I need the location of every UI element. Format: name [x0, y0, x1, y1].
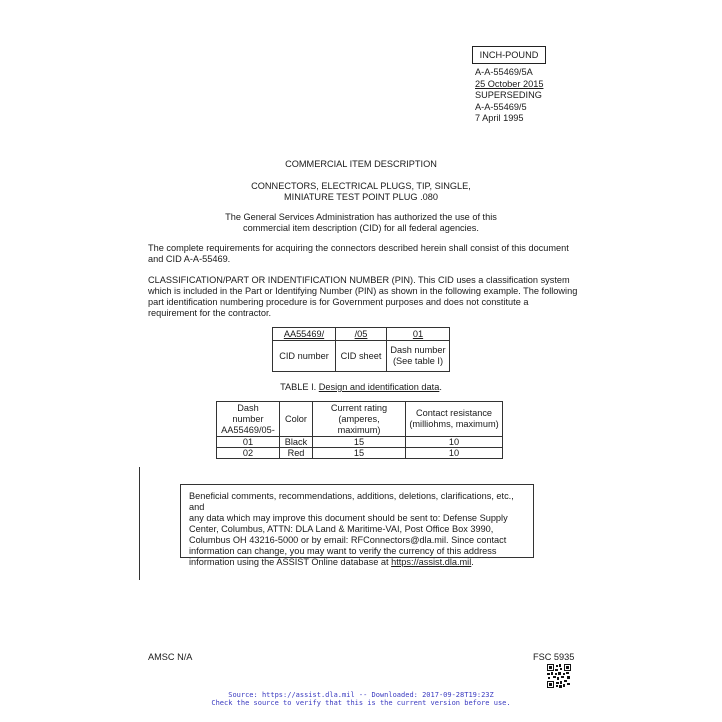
notice-line-1: Beneficial comments, recommendations, additions, deletions, clarifications, etc., and	[189, 491, 514, 512]
pin-code-sheet: /05	[354, 328, 368, 339]
header-current-line-1: Current rating	[330, 402, 388, 413]
comments-notice-box	[180, 484, 534, 567]
document-type-title: COMMERCIAL ITEM DESCRIPTION	[285, 159, 437, 169]
source-footer	[0, 691, 722, 707]
header-dash-line-2: number	[232, 413, 264, 424]
cell-dash: 01	[217, 437, 280, 448]
requirements-paragraph	[148, 243, 578, 265]
pin-label-dash-note: (See table I)	[392, 356, 444, 366]
requirements-line-1: The complete requirements for acquiring the connectors described herein shall consist of this document	[148, 243, 569, 253]
pin-label-dash	[387, 341, 450, 372]
doc-number: A-A-55469/5A	[475, 67, 533, 77]
header-color: Color	[280, 402, 313, 437]
header-current-rating	[313, 402, 406, 437]
notice-line-6	[189, 557, 525, 568]
classification-line-2: which is included in the Part or Identifying Number (PIN) as shown in the following example. The following	[148, 286, 578, 296]
classification-line-1: CLASSIFICATION/PART OR INDENTIFICATION NUMBER (PIN). This CID uses a classification system	[148, 275, 570, 285]
pin-example-table	[272, 327, 450, 372]
cell-resistance: 10	[406, 437, 503, 448]
header-dash-number	[217, 402, 280, 437]
item-title-line-1: CONNECTORS, ELECTRICAL PLUGS, TIP, SINGLE,	[251, 181, 471, 191]
header-dash-line-3: AA55469/05-	[221, 424, 275, 435]
notice-line-6-suffix: .	[471, 557, 474, 567]
table-row	[217, 448, 503, 459]
inch-pound-box: INCH-POUND	[472, 46, 546, 64]
design-data-table	[216, 401, 503, 459]
table-caption-suffix: .	[439, 382, 442, 392]
notice-line-5: information can change, you may want to verify the currency of this address	[189, 546, 497, 556]
pin-label-cid: CID number	[273, 341, 336, 372]
cell-color: Black	[280, 437, 313, 448]
doc-date: 25 October 2015	[475, 78, 544, 89]
previous-doc-number: A-A-55469/5	[475, 101, 527, 112]
pin-cell-sheet-code	[336, 328, 387, 341]
pin-code-dash: 01	[412, 328, 424, 339]
pin-cell-cid-code	[273, 328, 336, 341]
header-contact-line-1: Contact resistance	[415, 408, 493, 418]
fsc-label: FSC 5935	[533, 652, 575, 662]
pin-code-cid: AA55469/	[283, 328, 325, 339]
cell-color: Red	[280, 448, 313, 459]
assist-link[interactable]: https://assist.dla.mil	[391, 557, 472, 567]
document-identifier	[475, 67, 543, 125]
source-line: Source: https://assist.dla.mil -- Downloaded: 2017-09-28T19:23Z	[228, 691, 494, 699]
cell-dash: 02	[217, 448, 280, 459]
change-bar	[139, 467, 140, 580]
header-current-line-2: (amperes, maximum)	[337, 413, 381, 435]
cell-resistance: 10	[406, 448, 503, 459]
requirements-line-2: and CID A-A-55469.	[148, 254, 231, 264]
classification-line-4: requirement for the contractor.	[148, 308, 272, 318]
notice-line-2: any data which may improve this document should be sent to: Defense Supply	[189, 513, 508, 523]
superseding-label: SUPERSEDING	[475, 90, 542, 100]
amsc-label: AMSC N/A	[148, 652, 193, 662]
classification-line-3: part identification numbering procedure is for Government purposes and does not constitute a	[148, 297, 529, 307]
table-caption-prefix: TABLE I.	[280, 382, 317, 392]
table-caption-title: Design and identification data	[318, 382, 440, 392]
previous-doc-date: 7 April 1995	[475, 113, 524, 123]
pin-label-sheet: CID sheet	[336, 341, 387, 372]
authorization-line-1: The General Services Administration has authorized the use of this	[225, 212, 497, 222]
table-caption	[0, 382, 722, 393]
notice-line-6-prefix: information using the ASSIST Online database at	[189, 557, 392, 567]
header-contact-line-2: (milliohms, maximum)	[409, 419, 499, 429]
notice-line-3: Center, Columbus, ATTN: DLA Land & Maritime-VAI, Post Office Box 3990,	[189, 524, 494, 534]
pin-cell-dash-code	[387, 328, 450, 341]
cell-current: 15	[313, 448, 406, 459]
classification-paragraph	[148, 275, 578, 319]
authorization-line-2: commercial item description (CID) for all federal agencies.	[243, 223, 479, 233]
qr-code-icon	[547, 664, 571, 688]
table-row	[217, 437, 503, 448]
cell-current: 15	[313, 437, 406, 448]
header-dash-line-1: Dash	[237, 402, 259, 413]
item-title-line-2: MINIATURE TEST POINT PLUG .080	[283, 192, 438, 202]
notice-line-4: Columbus OH 43216-5000 or by email: RFConnectors@dla.mil. Since contact	[189, 535, 507, 545]
pin-label-dash-text: Dash number	[390, 345, 446, 355]
header-contact-resistance	[406, 402, 503, 437]
verify-line: Check the source to verify that this is the current version before use.	[211, 699, 511, 707]
